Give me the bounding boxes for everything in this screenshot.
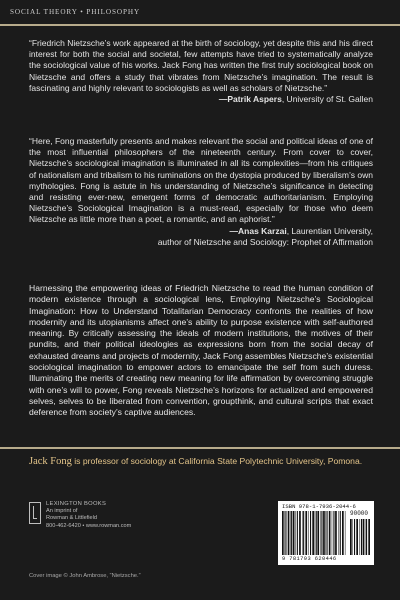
top-rule: [0, 24, 400, 26]
book-description: Harnessing the empowering ideas of Friedrich Nietzsche to read the human condition of modern existence through a sociological lens, Employing Nietzsche’s Sociological Imagination: How to Understand Totalitarian Democracy confronts the realities of how modernity and its utopianisms affect one’s ability to purpose existence with self-authored meaning. By critically assessing the ideals of modern institutions, the motives of their pundits, and their political ideologies as expressions born from the social decay of exhausted dreams and projects of modernity, Jack Fong assembles Nietzsche’s existential sociological imagination to empower actors to emancipate the self from such duress. Illuminating the merits of creating new meaning for life affirmation by overcoming struggle with one’s will to power, Fong reveals Nietzsche’s horizons for actualized and empowered selves, selves to be liberated from convention, groupthink, and cultural scripts that exact deference from society’s captive audiences.: [29, 283, 373, 418]
endorsement-quote-1: [29, 38, 373, 105]
publisher-line2: An imprint of: [46, 508, 78, 515]
bottom-rule: [0, 447, 400, 449]
publisher-line4: 800-462-6420 • www.rowman.com: [46, 522, 132, 529]
barcode-icon: [282, 511, 346, 555]
cover-credit: Cover image © John Ambrose, “Nietzsche.”: [29, 573, 141, 579]
quote-author: —Patrik Aspers: [218, 94, 282, 105]
quote-attribution: [29, 94, 373, 105]
category-label: SOCIAL THEORY • PHILOSOPHY: [10, 8, 141, 16]
quote-affiliation: , University of St. Gallen: [281, 94, 373, 105]
endorsement-quote-2: [29, 136, 373, 248]
publisher-info: [46, 501, 131, 530]
author-bio: [29, 456, 375, 467]
quote-text: “Here, Fong masterfully presents and makes relevant the social and political ideas of one of the most influential philosophers of the nineteenth century. From cover to cover, Nietzsche’s sociological imagination is illuminated in all its complexities—from his critiques of nationalism and tribalism to his ruminations on the dystopia produced by liberalism’s own mythologies. Fong is astute in his understanding of Nietzsche’s significance in detecting and resisting ever-new, emergent forms of democratic authoritarianism. Employing Nietzsche’s Sociological Imagination is a must-read, especially for those who deem Nietzsche as little more than a poet, a romantic, and an aphorist.”: [29, 136, 373, 225]
author-name: Jack Fong: [29, 456, 72, 467]
lexington-logo-icon: [29, 502, 41, 524]
quote-affiliation-line2: author of Nietzsche and Sociology: Prophet of Affirmation: [157, 236, 373, 247]
quote-author: —Anas Karzai: [229, 225, 287, 236]
isbn-label: ISBN 978-1-7936-2044-6: [282, 503, 356, 510]
publisher-name: LEXINGTON BOOKS: [46, 501, 107, 507]
barcode-panel: [278, 501, 374, 565]
publisher-block: [29, 501, 131, 530]
quote-attribution: [29, 226, 373, 237]
price-code: 90000: [350, 510, 369, 517]
publisher-line3: Rowman & Littlefield: [46, 515, 97, 522]
barcode-digits: 9 781793 620446: [282, 556, 337, 562]
author-bio-text: is professor of sociology at California State Polytechnic University, Pomona.: [71, 456, 363, 466]
quote-text: “Friedrich Nietzsche’s work appeared at the birth of sociology, yet despite this and his direct interest for both the social and societal, few attempts have tried to systematically analyze the sociological value of his works. Jack Fong has written the first truly sociological book on Nietzsche and offers a study that vibrates from Nietzsche’s imagination. The result is fascinating and highly relevant to sociologists as well as scholars of Nietzsche.”: [29, 38, 373, 93]
price-barcode-icon: [350, 519, 370, 555]
quote-affiliation: , Laurentian University,: [286, 225, 373, 236]
